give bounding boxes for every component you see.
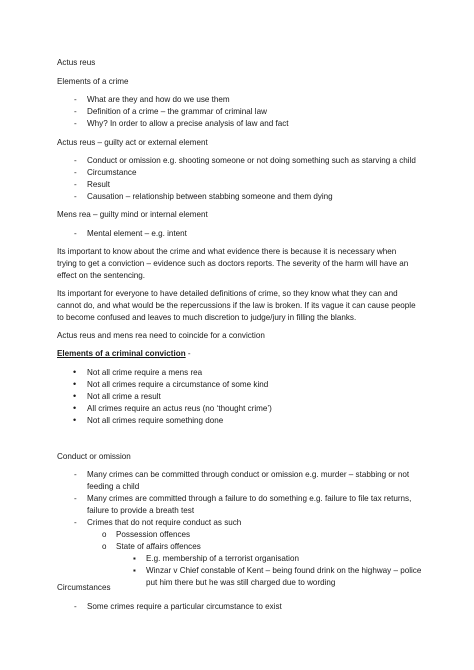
list-item: - Mental element – e.g. intent — [87, 228, 187, 239]
circumstances-heading: Circumstances — [57, 583, 111, 592]
list-item: - Causation – relationship between stabbing someone and them dying — [87, 191, 333, 202]
list-item: • Not all crimes require a circumstance of some kind — [87, 379, 268, 390]
sub-sub-list-item: ▪ E.g. membership of a terrorist organisation — [146, 553, 299, 564]
paragraph-line: to become confused and leaves to much discretion to judge/jury in filling the blanks. — [57, 313, 357, 322]
mens-heading: Mens rea – guilty mind or internal element — [57, 210, 208, 219]
list-item-continuation: failure to provide a breath test — [87, 506, 195, 515]
paragraph-line: trying to get a conviction – evidence such as doctors reports. The severity of the harm will have an — [57, 259, 409, 268]
coincide-statement: Actus reus and mens rea need to coincide for a conviction — [57, 331, 265, 340]
list-item: - Many crimes are committed through a failure to do something e.g. failure to file tax returns, — [87, 493, 411, 504]
sub-list-item: o Possession offences — [116, 529, 190, 540]
list-item-continuation: put him there but he was still charged due to wording — [146, 578, 336, 587]
paragraph-line: Its important to know about the crime and what evidence there is because it is necessary when — [57, 247, 397, 256]
paragraph-line: effect on the sentencing. — [57, 271, 146, 280]
list-item: - Definition of a crime – the grammar of criminal law — [87, 106, 267, 117]
list-item: - Many crimes can be committed through conduct or omission e.g. murder – stabbing or not — [87, 469, 409, 480]
conduct-heading: Conduct or omission — [57, 452, 131, 461]
paragraph-line: Its important for everyone to have detailed definitions of crime, so they know what they can and — [57, 289, 398, 298]
sub-sub-list-item: ▪ Winzar v Chief constable of Kent – being found drink on the highway – police — [146, 565, 421, 576]
conviction-heading-row — [57, 348, 191, 359]
paragraph-line: cannot do, and what would be the repercussions if the law is broken. If its vague it can cause people — [57, 301, 416, 310]
list-item: • Not all crimes require something done — [87, 415, 223, 426]
conviction-heading: Elements of a criminal conviction — [57, 349, 186, 358]
list-item: • Not all crime a result — [87, 391, 161, 402]
elements-heading: Elements of a crime — [57, 77, 129, 86]
conviction-heading-suffix: - — [185, 349, 191, 358]
list-item: - Crimes that do not require conduct as such — [87, 517, 241, 528]
actus-heading: Actus reus – guilty act or external element — [57, 138, 208, 147]
list-item: • Not all crime require a mens rea — [87, 367, 202, 378]
list-item: - Circumstance — [87, 167, 136, 178]
list-item: - Why? In order to allow a precise analysis of law and fact — [87, 118, 289, 129]
list-item: - Conduct or omission e.g. shooting someone or not doing something such as starving a child — [87, 155, 416, 166]
sub-list-item: o State of affairs offences — [116, 541, 201, 552]
document-title: Actus reus — [57, 58, 96, 67]
list-item: - Some crimes require a particular circumstance to exist — [87, 601, 282, 612]
list-item: - What are they and how do we use them — [87, 94, 230, 105]
list-item: • All crimes require an actus reus (no ‘thought crime’) — [87, 403, 272, 414]
list-item: - Result — [87, 179, 110, 190]
list-item-continuation: feeding a child — [87, 482, 140, 491]
